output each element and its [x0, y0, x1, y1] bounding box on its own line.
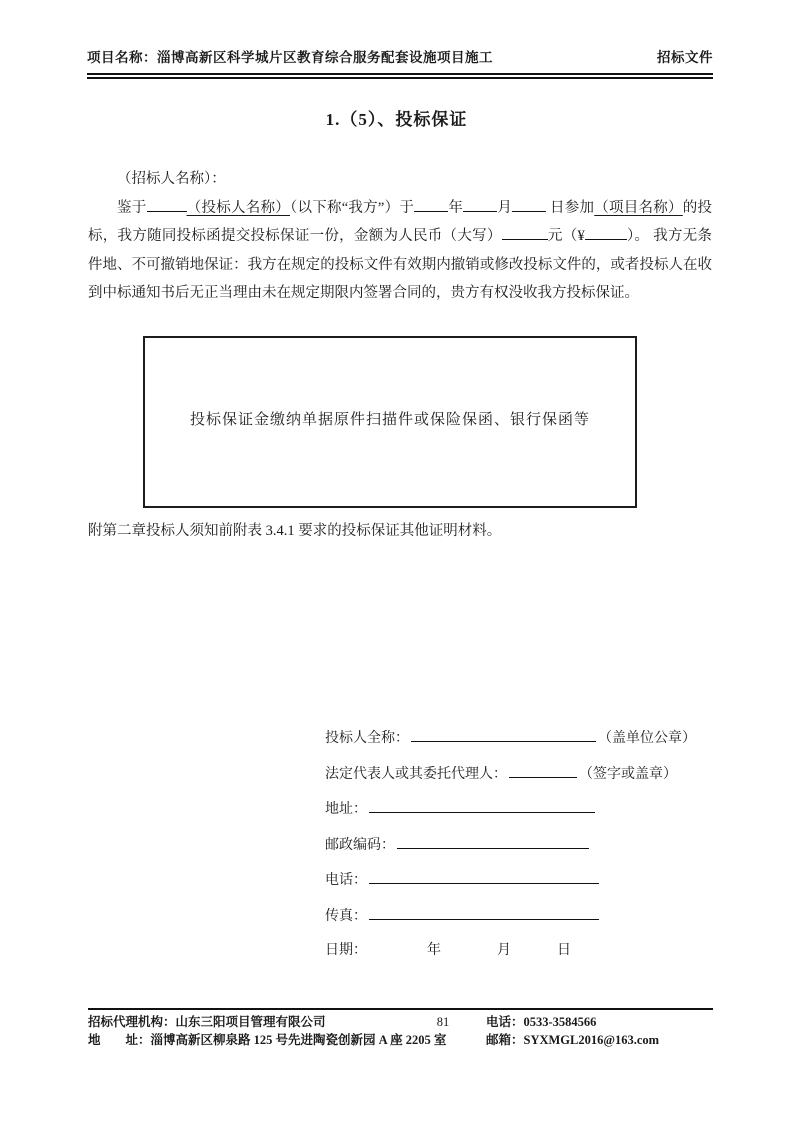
blank-field: [369, 868, 599, 884]
form-row-phone: [325, 868, 696, 904]
evidence-box-text: 投标保证金缴纳单据原件扫描件或保险保函、银行保函等: [189, 411, 590, 428]
para-text: 年: [448, 199, 464, 216]
form-label: 邮政编码：: [325, 837, 395, 853]
blank-field-day: [512, 197, 546, 212]
para-text: 月: [497, 199, 513, 216]
form-label: 投标人全称：: [325, 731, 409, 746]
form-suffix: （盖单位公章）: [598, 731, 696, 746]
form-label: 电话：: [325, 873, 367, 888]
header-double-rule: [87, 73, 713, 79]
para-text: 的投标，我方随同投标函提交投标保证一份，金额为人民币（大写）: [88, 199, 712, 244]
form-row-legal-representative: [325, 762, 696, 798]
blank-field: [397, 833, 589, 849]
form-row-address: [325, 797, 696, 833]
guarantee-paragraph: [88, 194, 712, 308]
form-row-date: [325, 939, 696, 975]
form-row-fax: [325, 904, 696, 940]
guarantee-evidence-box: [143, 336, 637, 508]
blank-field-amount-figures: [585, 225, 627, 240]
footer-email: 邮箱：SYXMGL2016@163.com: [486, 1033, 660, 1047]
form-suffix: （签字或盖章）: [579, 766, 677, 782]
project-name-placeholder: （项目名称）: [594, 199, 683, 216]
blank-field: [147, 197, 187, 212]
blank-field-amount-words: [502, 225, 548, 240]
footer-address: 地 址：淄博高新区柳泉路 125 号先进陶瓷创新园 A 座 2205 室: [88, 1033, 447, 1047]
para-text: 元（¥: [547, 228, 585, 244]
footer-phone: 电话：0533-3584566: [486, 1015, 597, 1029]
blank-field-year: [414, 197, 448, 212]
blank-field: [369, 904, 599, 920]
form-row-bidder-name: [325, 726, 696, 762]
salutation-line: （招标人名称）：: [117, 171, 226, 187]
page-title: 1.（5）、投标保证: [325, 110, 468, 129]
attachment-note: 附第二章投标人须知前附表 3.4.1 要求的投标保证其他证明材料。: [88, 523, 502, 539]
header-project-name: 项目名称：淄博高新区科学城片区教育综合服务配套设施项目施工: [87, 50, 493, 65]
para-text: 日参加: [546, 199, 595, 216]
para-text: 鉴于: [117, 199, 147, 216]
header-doc-type: 招标文件: [657, 50, 713, 65]
page-number: 81: [436, 1015, 450, 1029]
body-content: [88, 165, 712, 308]
page-footer: [88, 1008, 713, 1049]
bidder-name-placeholder: （投标人名称）: [186, 199, 290, 216]
date-month-label: 月: [497, 943, 511, 958]
blank-field-month: [463, 197, 497, 212]
footer-agency: 招标代理机构：山东三阳项目管理有限公司: [88, 1015, 326, 1029]
blank-field: [411, 726, 596, 742]
form-label: 法定代表人或其委托代理人：: [325, 766, 507, 782]
signature-form: [325, 726, 696, 975]
form-row-postal-code: [325, 833, 696, 869]
form-label: 日期：: [325, 943, 367, 958]
form-label: 传真：: [325, 908, 367, 924]
date-year-label: 年: [427, 943, 441, 958]
blank-field: [369, 797, 595, 813]
form-label: 地址：: [325, 802, 367, 817]
para-text: （以下称“我方”）于: [290, 199, 415, 216]
date-day-label: 日: [557, 943, 571, 958]
para-text: ）。 我方无条件地、不可撤销地保证：我方在规定的投标文件有效期内撤销或修改投标文件的，或者投标人在收到中标通知书后无正当理由未在规定期限内签署合同的，贵方有权没收我方投标保证。: [88, 228, 713, 301]
blank-field: [509, 762, 577, 778]
page-header: [87, 46, 713, 79]
